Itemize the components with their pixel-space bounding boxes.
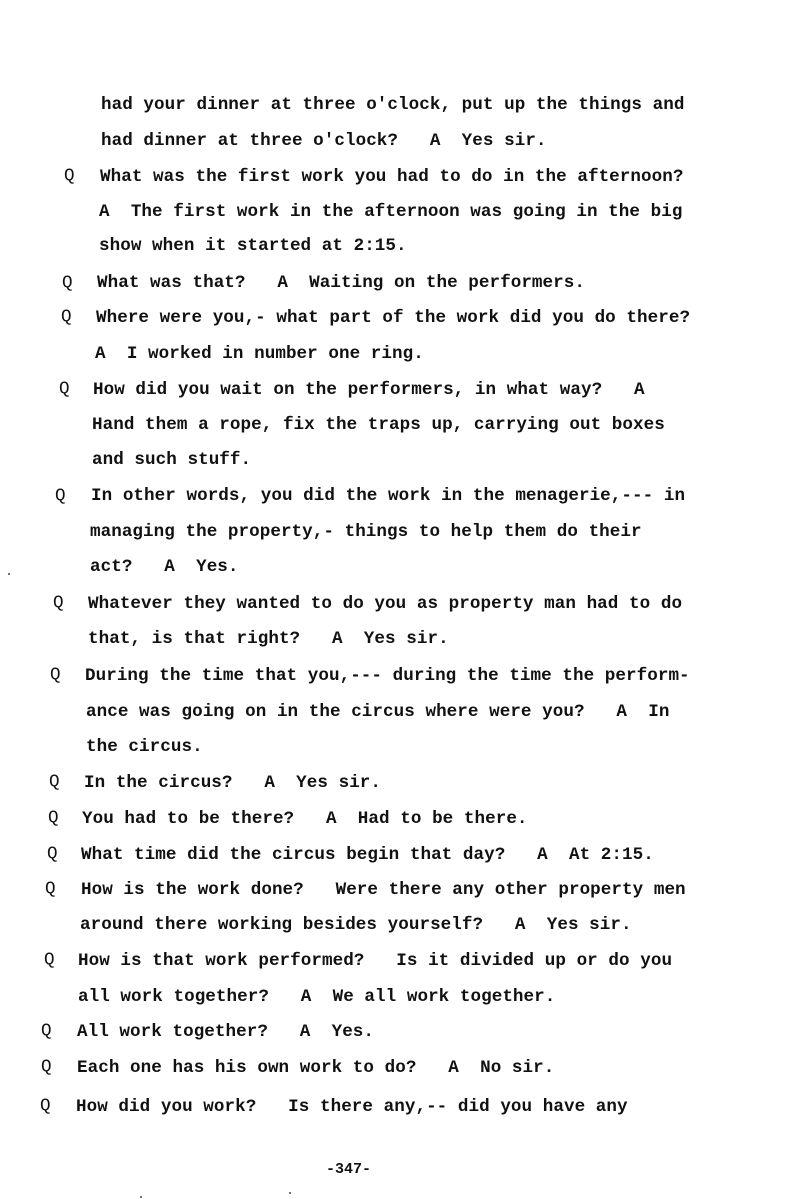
question-marker: Q (64, 166, 75, 186)
transcript-line: A The first work in the afternoon was going in the big (99, 202, 683, 222)
scan-speck (289, 1192, 291, 1194)
question-marker: Q (55, 486, 66, 506)
page-number: -347- (326, 1161, 372, 1178)
transcript-line: Each one has his own work to do? A No sir. (77, 1058, 555, 1078)
transcript-line: managing the property,- things to help them do their (90, 522, 642, 542)
transcript-line: During the time that you,--- during the time the perform- (85, 666, 690, 686)
question-marker: Q (53, 593, 64, 613)
transcript-line: What was that? A Waiting on the performers. (97, 273, 585, 293)
transcript-line: act? A Yes. (90, 557, 239, 577)
question-marker: Q (50, 665, 61, 685)
question-marker: Q (47, 844, 58, 864)
transcript-line: In other words, you did the work in the menagerie,--- in (91, 486, 686, 506)
transcript-line: around there working besides yourself? A Yes sir. (80, 915, 632, 935)
transcript-line: How is that work performed? Is it divided up or do you (78, 951, 673, 971)
transcript-line: You had to be there? A Had to be there. (82, 809, 528, 829)
question-marker: Q (49, 772, 60, 792)
transcript-line: How did you work? Is there any,-- did you have any (76, 1097, 628, 1117)
question-marker: Q (41, 1057, 52, 1077)
transcript-line: What time did the circus begin that day? A At 2:15. (81, 845, 654, 865)
transcript-line: ance was going on in the circus where were you? A In (86, 702, 670, 722)
scan-speck (140, 1196, 142, 1198)
question-marker: Q (61, 307, 72, 327)
transcript-line: In the circus? A Yes sir. (84, 773, 382, 793)
question-marker: Q (44, 950, 55, 970)
transcript-line: show when it started at 2:15. (99, 236, 407, 256)
transcript-line: How did you wait on the performers, in what way? A (93, 380, 645, 400)
transcript-line: the circus. (86, 737, 203, 757)
question-marker: Q (41, 1021, 52, 1041)
transcript-line: all work together? A We all work together. (78, 987, 556, 1007)
transcript-line: had your dinner at three o'clock, put up the things and (101, 95, 685, 115)
scan-speck (8, 573, 10, 575)
transcript-line: All work together? A Yes. (77, 1022, 375, 1042)
question-marker: Q (48, 808, 59, 828)
transcript-line: Whatever they wanted to do you as property man had to do (88, 594, 683, 614)
question-marker: Q (59, 379, 70, 399)
transcript-line: Where were you,- what part of the work did you do there? (96, 308, 691, 328)
transcript-line: Hand them a rope, fix the traps up, carrying out boxes (92, 415, 665, 435)
question-marker: Q (45, 879, 56, 899)
transcript-line: that, is that right? A Yes sir. (88, 629, 449, 649)
transcript-line: had dinner at three o'clock? A Yes sir. (101, 131, 547, 151)
question-marker: Q (62, 273, 73, 293)
transcript-line: How is the work done? Were there any other property men (81, 880, 686, 900)
transcript-line: and such stuff. (92, 450, 252, 470)
question-marker: Q (40, 1096, 51, 1116)
transcript-line: A I worked in number one ring. (95, 344, 424, 364)
transcript-line: What was the first work you had to do in the afternoon? (100, 167, 684, 187)
